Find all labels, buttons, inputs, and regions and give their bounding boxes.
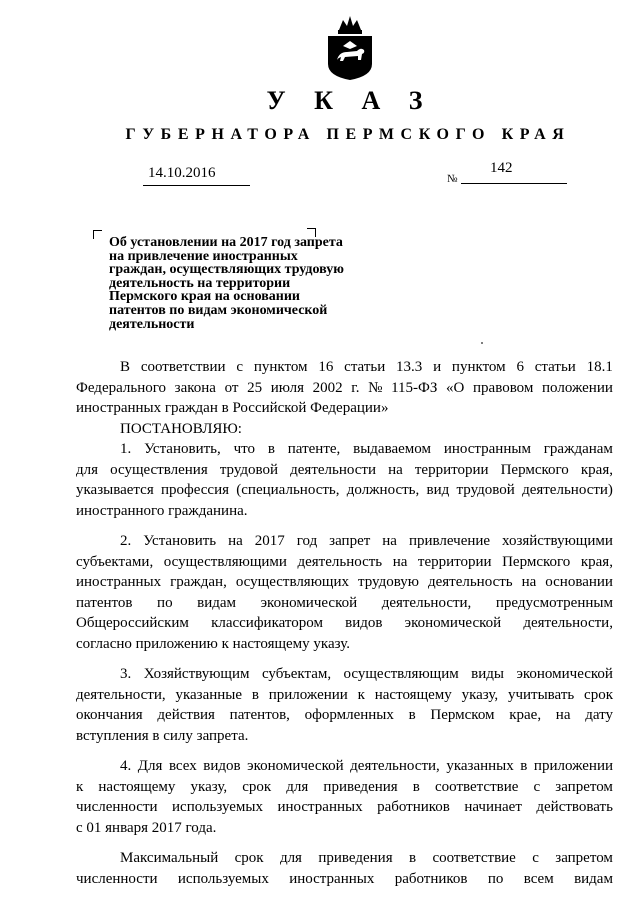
text-line: с 01 января 2017 года. bbox=[76, 819, 217, 836]
text-line: Федерального закона от 25 июля 2002 г. № 115-ФЗ «О правовом положении bbox=[76, 379, 613, 396]
text-line: патентов по видам экономической деятельности, предусмотренным bbox=[76, 594, 613, 611]
text-line: иностранных граждан в Российской Федерации» bbox=[76, 400, 389, 416]
decree-date: 14.10.2016 bbox=[148, 165, 216, 181]
text-line: Максимальный срок для приведения в соответствие с запретом bbox=[120, 850, 613, 866]
decree-word: ПОСТАНОВЛЯЮ: bbox=[120, 420, 242, 437]
issuer-subtitle: ГУБЕРНАТОРА ПЕРМСКОГО КРАЯ bbox=[125, 126, 571, 143]
text-line: к настоящему указу, срок для приведения в соответствие с запретом bbox=[76, 778, 613, 795]
item-1-paragraph bbox=[76, 439, 613, 521]
text-line: В соответствии с пунктом 16 статьи 13.3 и пунктом 6 статьи 18.1 bbox=[120, 359, 613, 375]
subject-line: граждан, осуществляющих трудовую bbox=[109, 262, 344, 278]
text-line: 3. Хозяйствующим субъектам, осуществляющим виды экономической bbox=[120, 666, 613, 682]
decree-body bbox=[76, 357, 613, 889]
subject-line: Пермского края на основании bbox=[109, 289, 301, 305]
text-line: деятельности, указанные в приложении к настоящему указу, учитывать срок bbox=[76, 686, 613, 703]
subject-corner-left bbox=[93, 230, 102, 239]
date-underline bbox=[143, 185, 250, 186]
text-line: указывается профессия (специальность, должность, вид трудовой деятельности) bbox=[76, 482, 613, 498]
subject-line: патентов по видам экономической bbox=[109, 302, 328, 318]
text-line: 2. Установить на 2017 год запрет на привлечение хозяйствующими bbox=[120, 533, 613, 549]
text-line: Общероссийским классификатором видов экономической деятельности, bbox=[76, 615, 613, 631]
paragraph-gap bbox=[98, 654, 613, 664]
item-4-paragraph bbox=[76, 756, 613, 838]
text-line: согласно приложению к настоящему указу. bbox=[76, 635, 351, 652]
text-line: субъектами, осуществляющими деятельность на территории Пермского края, bbox=[76, 553, 613, 570]
text-line: иностранного гражданина. bbox=[76, 502, 248, 519]
preamble-paragraph bbox=[76, 357, 613, 419]
item-5-paragraph bbox=[76, 848, 613, 889]
paragraph-gap bbox=[98, 746, 613, 756]
decree-number: 142 bbox=[490, 160, 513, 176]
text-line: окончания действия патентов, оформленных в Пермском крае, на дату bbox=[76, 707, 613, 723]
text-line: численности используемых иностранных работников по всем видам bbox=[76, 870, 613, 887]
subject-line: на привлечение иностранных bbox=[109, 248, 298, 264]
text-line: иностранных граждан, осуществляющих трудовую деятельность на основании bbox=[76, 574, 613, 590]
number-underline bbox=[461, 183, 567, 184]
item-3-paragraph bbox=[76, 664, 613, 746]
number-sign: № bbox=[447, 173, 458, 185]
text-line: численности используемых иностранных работников начинает действовать bbox=[76, 799, 613, 815]
decree-word-paragraph bbox=[98, 419, 613, 440]
text-line: 1. Установить, что в патенте, выдаваемом иностранным гражданам bbox=[120, 441, 613, 457]
paragraph-gap bbox=[98, 521, 613, 531]
item-2-paragraph bbox=[76, 531, 613, 654]
paragraph-gap bbox=[98, 838, 613, 848]
subject-line: деятельности bbox=[109, 316, 195, 332]
scan-speck bbox=[481, 342, 483, 344]
text-line: для осуществления трудовой деятельности на территории Пермского края, bbox=[76, 461, 613, 478]
subject-line: Об установлении на 2017 год запрета bbox=[109, 235, 343, 250]
perm-krai-coat-of-arms-icon bbox=[325, 14, 375, 82]
decree-subject bbox=[109, 236, 379, 331]
text-line: 4. Для всех видов экономической деятельности, указанных в приложении bbox=[120, 758, 613, 774]
document-type-title: У К А З bbox=[266, 86, 434, 115]
text-line: вступления в силу запрета. bbox=[76, 727, 249, 744]
subject-line: деятельность на территории bbox=[109, 275, 291, 291]
